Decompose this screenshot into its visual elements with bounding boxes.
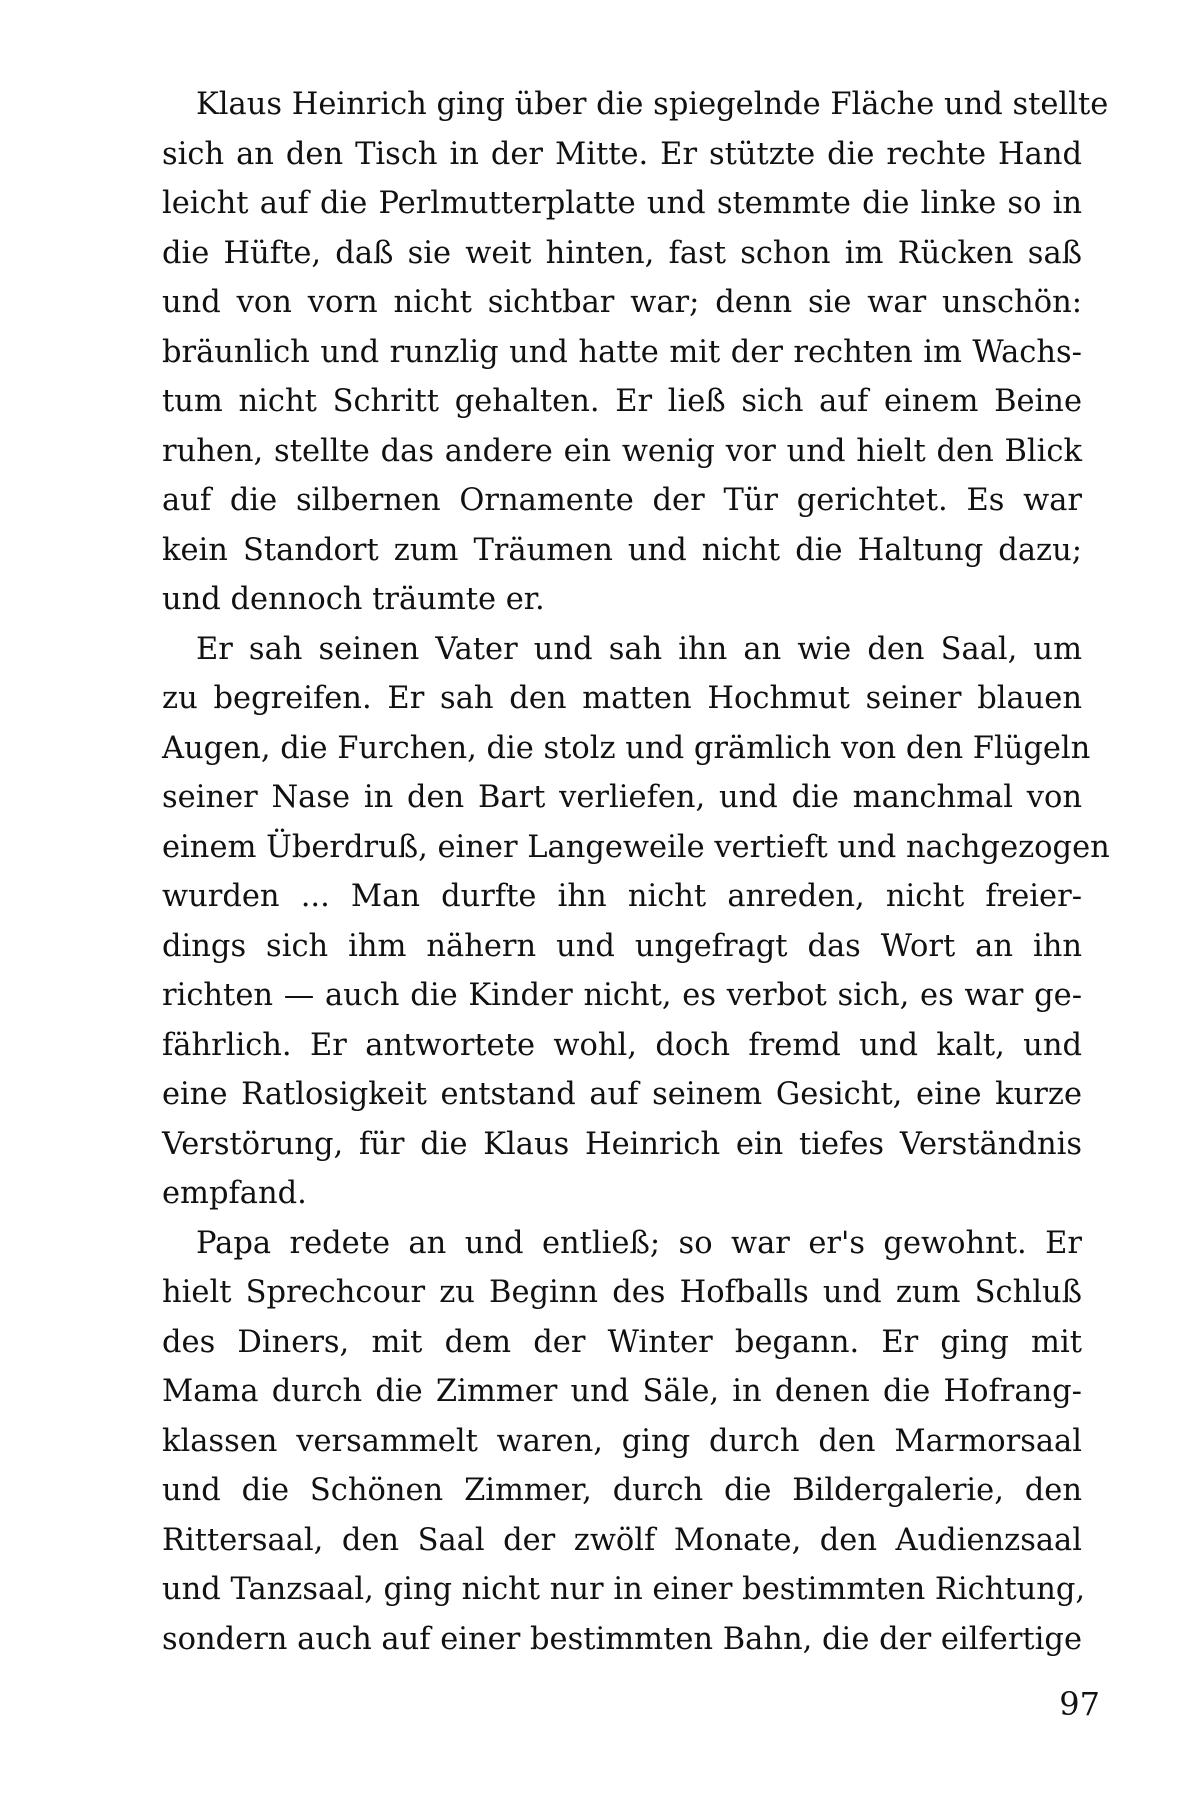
text-line: seiner Nase in den Bart verliefen, und die manchmal von — [162, 780, 1082, 815]
text-line: richten — auch die Kinder nicht, es verbot sich, es war ge- — [162, 978, 1082, 1013]
text-line: fährlich. Er antwortete wohl, doch fremd und kalt, und — [162, 1027, 1082, 1063]
text-line: wurden ... Man durfte ihn nicht anreden, nicht freier- — [162, 879, 1082, 914]
text-line: Klaus Heinrich ging über die spiegelnde Fläche und stellte — [196, 87, 1109, 122]
text-line: bräunlich und runzlig und hatte mit der rechten im Wachs- — [162, 334, 1082, 370]
text-line: klassen versammelt waren, ging durch den Marmorsaal — [162, 1423, 1082, 1459]
text-line: Papa redete an und entließ; so war er's gewohnt. Er — [196, 1225, 1082, 1261]
text-line: kein Standort zum Träumen und nicht die Haltung dazu; — [162, 532, 1082, 568]
text-line: und Tanzsaal, ging nicht nur in einer bestimmten Richtung, — [162, 1572, 1086, 1607]
text-line: empfand. — [162, 1176, 307, 1211]
text-line: Mama durch die Zimmer und Säle, in denen die Hofrang- — [162, 1374, 1082, 1409]
text-line: hielt Sprechcour zu Beginn des Hofballs und zum Schluß — [162, 1275, 1082, 1310]
text-line: und dennoch träumte er. — [162, 582, 545, 617]
text-line: und von vorn nicht sichtbar war; denn sie war unschön: — [162, 285, 1082, 320]
body-text — [162, 80, 1110, 1664]
text-line: einem Überdruß, einer Langeweile vertieft und nachgezogen — [162, 829, 1110, 865]
text-line: tum nicht Schritt gehalten. Er ließ sich auf einem Beine — [162, 384, 1082, 419]
text-line: leicht auf die Perlmutterplatte und stemmte die linke so in — [162, 186, 1082, 221]
text-line: des Diners, mit dem der Winter begann. Er ging mit — [162, 1324, 1082, 1360]
text-line: die Hüfte, daß sie weit hinten, fast schon im Rücken saß — [162, 235, 1082, 271]
text-line: Rittersaal, den Saal der zwölf Monate, den Audienzsaal — [162, 1522, 1082, 1558]
text-line: Verstörung, für die Klaus Heinrich ein tiefes Verständnis — [162, 1126, 1082, 1162]
text-line: Augen, die Furchen, die stolz und grämlich von den Flügeln — [162, 730, 1091, 766]
text-line: Er sah seinen Vater und sah ihn an wie den Saal, um — [196, 631, 1082, 667]
text-line: auf die silbernen Ornamente der Tür gerichtet. Es war — [162, 483, 1082, 518]
page-number: 97 — [1059, 1685, 1100, 1723]
text-line: sich an den Tisch in der Mitte. Er stützte die rechte Hand — [162, 136, 1082, 172]
text-line: und die Schönen Zimmer, durch die Bildergalerie, den — [162, 1473, 1082, 1508]
text-line: eine Ratlosigkeit entstand auf seinem Gesicht, eine kurze — [162, 1077, 1082, 1112]
text-line: ruhen, stellte das andere ein wenig vor und hielt den Blick — [162, 433, 1082, 469]
text-line: dings sich ihm nähern und ungefragt das Wort an ihn — [162, 928, 1082, 964]
text-line: zu begreifen. Er sah den matten Hochmut seiner blauen — [162, 681, 1082, 716]
text-line: sondern auch auf einer bestimmten Bahn, die der eilfertige — [162, 1621, 1082, 1657]
